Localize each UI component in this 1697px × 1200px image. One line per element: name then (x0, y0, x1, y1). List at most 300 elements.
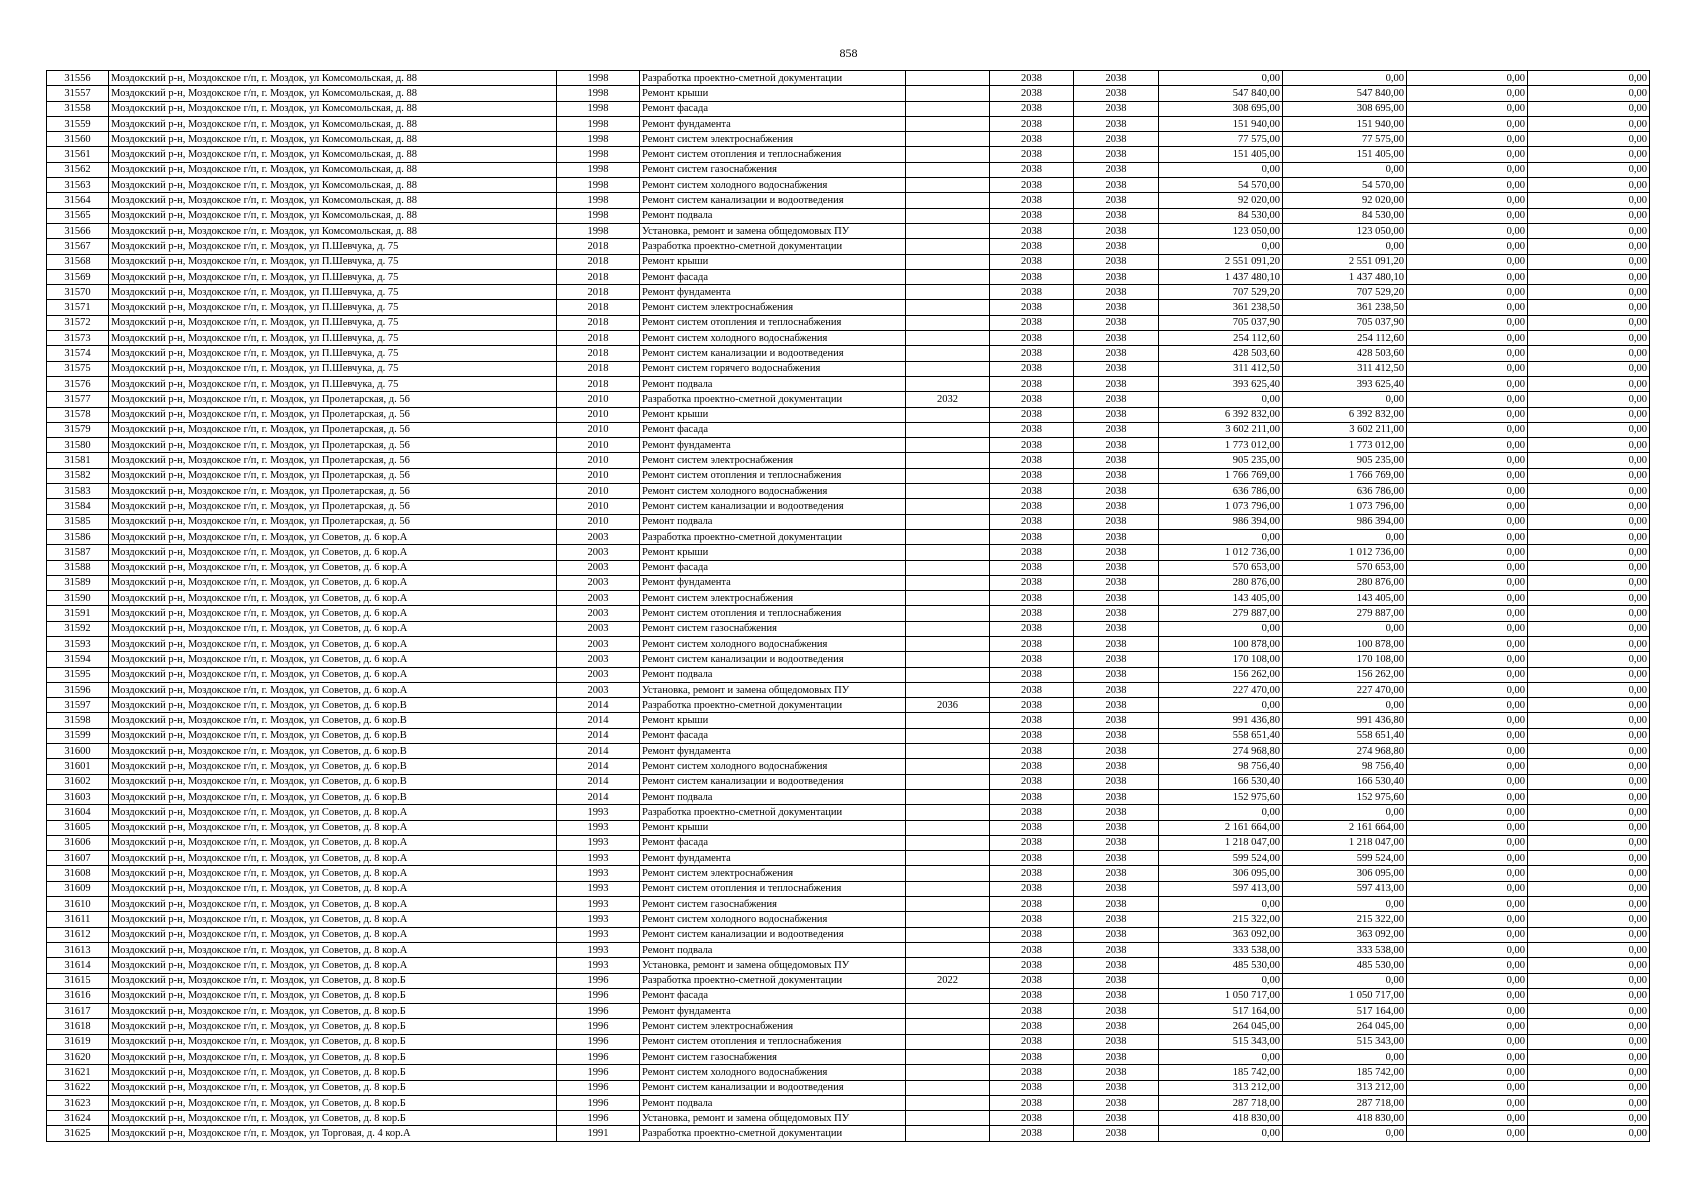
fund-cost-cell: 393 625,40 (1283, 376, 1407, 391)
table-row (47, 116, 1650, 131)
build-year-cell: 1996 (557, 988, 640, 1003)
address-cell: Моздокский р-н, Моздокское г/п, г. Моздок, ул Советов, д. 6 кор.А (109, 606, 557, 621)
start-year-cell: 2038 (990, 468, 1074, 483)
start-year-cell: 2038 (990, 116, 1074, 131)
total-cost-cell: 0,00 (1159, 805, 1283, 820)
build-year-cell: 2018 (557, 300, 640, 315)
subsidy-cell: 0,00 (1407, 575, 1528, 590)
end-year-cell: 2038 (1074, 484, 1159, 499)
address-cell: Моздокский р-н, Моздокское г/п, г. Моздок, ул Пролетарская, д. 56 (109, 514, 557, 529)
build-year-cell: 1998 (557, 178, 640, 193)
fund-cost-cell: 0,00 (1283, 897, 1407, 912)
start-year-cell: 2038 (990, 529, 1074, 544)
table-row (47, 1111, 1650, 1126)
total-cost-cell: 515 343,00 (1159, 1034, 1283, 1049)
table-row (47, 1050, 1650, 1065)
work-type-cell: Ремонт фундамента (640, 1004, 906, 1019)
address-cell: Моздокский р-н, Моздокское г/п, г. Моздок, ул Советов, д. 6 кор.А (109, 529, 557, 544)
table-row (47, 1126, 1650, 1141)
row-number-cell: 31611 (47, 912, 109, 927)
other-funds-cell: 0,00 (1528, 407, 1650, 422)
total-cost-cell: 570 653,00 (1159, 560, 1283, 575)
work-type-cell: Ремонт подвала (640, 942, 906, 957)
row-number-cell: 31588 (47, 560, 109, 575)
subsidy-cell: 0,00 (1407, 1034, 1528, 1049)
table-row (47, 897, 1650, 912)
total-cost-cell: 274 968,80 (1159, 744, 1283, 759)
address-cell: Моздокский р-н, Моздокское г/п, г. Моздок, ул Пролетарская, д. 56 (109, 407, 557, 422)
plan-year-cell (906, 866, 990, 881)
row-number-cell: 31606 (47, 835, 109, 850)
other-funds-cell: 0,00 (1528, 71, 1650, 86)
other-funds-cell: 0,00 (1528, 361, 1650, 376)
build-year-cell: 2018 (557, 254, 640, 269)
plan-year-cell (906, 422, 990, 437)
other-funds-cell: 0,00 (1528, 116, 1650, 131)
end-year-cell: 2038 (1074, 698, 1159, 713)
fund-cost-cell: 0,00 (1283, 392, 1407, 407)
table-row (47, 560, 1650, 575)
work-type-cell: Ремонт систем отопления и теплоснабжения (640, 881, 906, 896)
plan-year-cell (906, 652, 990, 667)
build-year-cell: 2014 (557, 698, 640, 713)
work-type-cell: Ремонт систем электроснабжения (640, 132, 906, 147)
fund-cost-cell: 100 878,00 (1283, 636, 1407, 651)
plan-year-cell (906, 514, 990, 529)
table-row (47, 789, 1650, 804)
build-year-cell: 2018 (557, 285, 640, 300)
end-year-cell: 2038 (1074, 285, 1159, 300)
row-number-cell: 31622 (47, 1080, 109, 1095)
plan-year-cell (906, 1019, 990, 1034)
table-row (47, 652, 1650, 667)
work-type-cell: Ремонт систем канализации и водоотведения (640, 346, 906, 361)
address-cell: Моздокский р-н, Моздокское г/п, г. Моздок, ул П.Шевчука, д. 75 (109, 300, 557, 315)
address-cell: Моздокский р-н, Моздокское г/п, г. Моздок, ул Советов, д. 6 кор.А (109, 667, 557, 682)
plan-year-cell (906, 254, 990, 269)
other-funds-cell: 0,00 (1528, 1126, 1650, 1141)
row-number-cell: 31566 (47, 223, 109, 238)
other-funds-cell: 0,00 (1528, 468, 1650, 483)
fund-cost-cell: 227 470,00 (1283, 682, 1407, 697)
plan-year-cell (906, 897, 990, 912)
total-cost-cell: 6 392 832,00 (1159, 407, 1283, 422)
build-year-cell: 2003 (557, 621, 640, 636)
plan-year-cell (906, 239, 990, 254)
work-type-cell: Ремонт систем электроснабжения (640, 1019, 906, 1034)
fund-cost-cell: 485 530,00 (1283, 958, 1407, 973)
other-funds-cell: 0,00 (1528, 254, 1650, 269)
fund-cost-cell: 170 108,00 (1283, 652, 1407, 667)
table-row (47, 453, 1650, 468)
other-funds-cell: 0,00 (1528, 529, 1650, 544)
start-year-cell: 2038 (990, 514, 1074, 529)
fund-cost-cell: 306 095,00 (1283, 866, 1407, 881)
table-row (47, 835, 1650, 850)
build-year-cell: 2010 (557, 438, 640, 453)
fund-cost-cell: 279 887,00 (1283, 606, 1407, 621)
plan-year-cell (906, 178, 990, 193)
plan-year-cell (906, 71, 990, 86)
address-cell: Моздокский р-н, Моздокское г/п, г. Моздок, ул Пролетарская, д. 56 (109, 468, 557, 483)
start-year-cell: 2038 (990, 621, 1074, 636)
plan-year-cell (906, 545, 990, 560)
total-cost-cell: 393 625,40 (1159, 376, 1283, 391)
other-funds-cell: 0,00 (1528, 789, 1650, 804)
subsidy-cell: 0,00 (1407, 499, 1528, 514)
other-funds-cell: 0,00 (1528, 147, 1650, 162)
total-cost-cell: 151 405,00 (1159, 147, 1283, 162)
row-number-cell: 31619 (47, 1034, 109, 1049)
table-row (47, 269, 1650, 284)
subsidy-cell: 0,00 (1407, 484, 1528, 499)
total-cost-cell: 156 262,00 (1159, 667, 1283, 682)
address-cell: Моздокский р-н, Моздокское г/п, г. Моздок, ул Советов, д. 8 кор.А (109, 927, 557, 942)
work-type-cell: Ремонт систем холодного водоснабжения (640, 178, 906, 193)
row-number-cell: 31605 (47, 820, 109, 835)
work-type-cell: Ремонт фасада (640, 560, 906, 575)
fund-cost-cell: 215 322,00 (1283, 912, 1407, 927)
fund-cost-cell: 991 436,80 (1283, 713, 1407, 728)
total-cost-cell: 0,00 (1159, 897, 1283, 912)
build-year-cell: 1996 (557, 1095, 640, 1110)
row-number-cell: 31574 (47, 346, 109, 361)
subsidy-cell: 0,00 (1407, 744, 1528, 759)
start-year-cell: 2038 (990, 560, 1074, 575)
work-type-cell: Ремонт крыши (640, 820, 906, 835)
work-type-cell: Установка, ремонт и замена общедомовых ПУ (640, 958, 906, 973)
plan-year-cell (906, 560, 990, 575)
row-number-cell: 31575 (47, 361, 109, 376)
plan-year-cell (906, 315, 990, 330)
start-year-cell: 2038 (990, 361, 1074, 376)
fund-cost-cell: 151 405,00 (1283, 147, 1407, 162)
build-year-cell: 2010 (557, 514, 640, 529)
start-year-cell: 2038 (990, 759, 1074, 774)
subsidy-cell: 0,00 (1407, 728, 1528, 743)
plan-year-cell (906, 208, 990, 223)
fund-cost-cell: 143 405,00 (1283, 591, 1407, 606)
row-number-cell: 31584 (47, 499, 109, 514)
work-type-cell: Ремонт систем электроснабжения (640, 591, 906, 606)
table-row (47, 759, 1650, 774)
build-year-cell: 1993 (557, 958, 640, 973)
table-row (47, 438, 1650, 453)
end-year-cell: 2038 (1074, 789, 1159, 804)
end-year-cell: 2038 (1074, 1126, 1159, 1141)
fund-cost-cell: 905 235,00 (1283, 453, 1407, 468)
end-year-cell: 2038 (1074, 835, 1159, 850)
address-cell: Моздокский р-н, Моздокское г/п, г. Моздок, ул Торговая, д. 4 кор.А (109, 1126, 557, 1141)
other-funds-cell: 0,00 (1528, 132, 1650, 147)
work-type-cell: Ремонт фундамента (640, 744, 906, 759)
build-year-cell: 1993 (557, 881, 640, 896)
fund-cost-cell: 156 262,00 (1283, 667, 1407, 682)
row-number-cell: 31613 (47, 942, 109, 957)
build-year-cell: 2003 (557, 575, 640, 590)
total-cost-cell: 361 238,50 (1159, 300, 1283, 315)
other-funds-cell: 0,00 (1528, 422, 1650, 437)
plan-year-cell (906, 759, 990, 774)
table-row (47, 667, 1650, 682)
work-type-cell: Разработка проектно-сметной документации (640, 239, 906, 254)
subsidy-cell: 0,00 (1407, 361, 1528, 376)
end-year-cell: 2038 (1074, 254, 1159, 269)
total-cost-cell: 1 218 047,00 (1159, 835, 1283, 850)
total-cost-cell: 0,00 (1159, 529, 1283, 544)
row-number-cell: 31594 (47, 652, 109, 667)
start-year-cell: 2038 (990, 575, 1074, 590)
row-number-cell: 31596 (47, 682, 109, 697)
table-row (47, 315, 1650, 330)
build-year-cell: 1996 (557, 973, 640, 988)
other-funds-cell: 0,00 (1528, 728, 1650, 743)
work-type-cell: Ремонт систем отопления и теплоснабжения (640, 468, 906, 483)
table-row (47, 545, 1650, 560)
work-type-cell: Ремонт систем холодного водоснабжения (640, 484, 906, 499)
table-row (47, 193, 1650, 208)
end-year-cell: 2038 (1074, 988, 1159, 1003)
start-year-cell: 2038 (990, 820, 1074, 835)
total-cost-cell: 152 975,60 (1159, 789, 1283, 804)
fund-cost-cell: 0,00 (1283, 1126, 1407, 1141)
start-year-cell: 2038 (990, 606, 1074, 621)
work-type-cell: Ремонт систем газоснабжения (640, 897, 906, 912)
subsidy-cell: 0,00 (1407, 453, 1528, 468)
end-year-cell: 2038 (1074, 1019, 1159, 1034)
start-year-cell: 2038 (990, 331, 1074, 346)
total-cost-cell: 597 413,00 (1159, 881, 1283, 896)
build-year-cell: 2018 (557, 315, 640, 330)
plan-year-cell (906, 927, 990, 942)
end-year-cell: 2038 (1074, 269, 1159, 284)
total-cost-cell: 0,00 (1159, 1126, 1283, 1141)
other-funds-cell: 0,00 (1528, 591, 1650, 606)
plan-year-cell (906, 346, 990, 361)
other-funds-cell: 0,00 (1528, 1065, 1650, 1080)
subsidy-cell: 0,00 (1407, 438, 1528, 453)
address-cell: Моздокский р-н, Моздокское г/п, г. Моздок, ул Советов, д. 6 кор.В (109, 744, 557, 759)
address-cell: Моздокский р-н, Моздокское г/п, г. Моздок, ул Советов, д. 6 кор.А (109, 591, 557, 606)
build-year-cell: 2003 (557, 606, 640, 621)
work-type-cell: Ремонт систем отопления и теплоснабжения (640, 147, 906, 162)
build-year-cell: 1993 (557, 805, 640, 820)
other-funds-cell: 0,00 (1528, 682, 1650, 697)
build-year-cell: 1998 (557, 147, 640, 162)
build-year-cell: 2010 (557, 407, 640, 422)
start-year-cell: 2038 (990, 86, 1074, 101)
build-year-cell: 1993 (557, 927, 640, 942)
total-cost-cell: 418 830,00 (1159, 1111, 1283, 1126)
table-row (47, 1080, 1650, 1095)
address-cell: Моздокский р-н, Моздокское г/п, г. Моздок, ул Пролетарская, д. 56 (109, 499, 557, 514)
total-cost-cell: 98 756,40 (1159, 759, 1283, 774)
row-number-cell: 31581 (47, 453, 109, 468)
build-year-cell: 1998 (557, 162, 640, 177)
end-year-cell: 2038 (1074, 973, 1159, 988)
other-funds-cell: 0,00 (1528, 881, 1650, 896)
row-number-cell: 31558 (47, 101, 109, 116)
subsidy-cell: 0,00 (1407, 652, 1528, 667)
address-cell: Моздокский р-н, Моздокское г/п, г. Моздок, ул Советов, д. 6 кор.А (109, 682, 557, 697)
table-row (47, 606, 1650, 621)
subsidy-cell: 0,00 (1407, 1126, 1528, 1141)
work-type-cell: Разработка проектно-сметной документации (640, 392, 906, 407)
work-type-cell: Ремонт систем электроснабжения (640, 300, 906, 315)
other-funds-cell: 0,00 (1528, 606, 1650, 621)
build-year-cell: 1998 (557, 208, 640, 223)
work-type-cell: Ремонт систем канализации и водоотведения (640, 774, 906, 789)
other-funds-cell: 0,00 (1528, 514, 1650, 529)
work-type-cell: Ремонт систем канализации и водоотведения (640, 927, 906, 942)
table-row (47, 254, 1650, 269)
address-cell: Моздокский р-н, Моздокское г/п, г. Моздок, ул Комсомольская, д. 88 (109, 208, 557, 223)
table-row (47, 682, 1650, 697)
work-type-cell: Ремонт фасада (640, 835, 906, 850)
address-cell: Моздокский р-н, Моздокское г/п, г. Моздок, ул Советов, д. 8 кор.А (109, 912, 557, 927)
build-year-cell: 1998 (557, 86, 640, 101)
fund-cost-cell: 274 968,80 (1283, 744, 1407, 759)
fund-cost-cell: 185 742,00 (1283, 1065, 1407, 1080)
subsidy-cell: 0,00 (1407, 162, 1528, 177)
end-year-cell: 2038 (1074, 1080, 1159, 1095)
end-year-cell: 2038 (1074, 376, 1159, 391)
plan-year-cell (906, 636, 990, 651)
plan-year-cell (906, 851, 990, 866)
end-year-cell: 2038 (1074, 499, 1159, 514)
fund-cost-cell: 6 392 832,00 (1283, 407, 1407, 422)
address-cell: Моздокский р-н, Моздокское г/п, г. Моздок, ул Пролетарская, д. 56 (109, 438, 557, 453)
fund-cost-cell: 418 830,00 (1283, 1111, 1407, 1126)
subsidy-cell: 0,00 (1407, 1019, 1528, 1034)
start-year-cell: 2038 (990, 545, 1074, 560)
other-funds-cell: 0,00 (1528, 178, 1650, 193)
fund-cost-cell: 92 020,00 (1283, 193, 1407, 208)
plan-year-cell (906, 407, 990, 422)
fund-cost-cell: 515 343,00 (1283, 1034, 1407, 1049)
build-year-cell: 2003 (557, 591, 640, 606)
fund-cost-cell: 428 503,60 (1283, 346, 1407, 361)
build-year-cell: 1998 (557, 71, 640, 86)
total-cost-cell: 1 050 717,00 (1159, 988, 1283, 1003)
total-cost-cell: 363 092,00 (1159, 927, 1283, 942)
address-cell: Моздокский р-н, Моздокское г/п, г. Моздок, ул П.Шевчука, д. 75 (109, 346, 557, 361)
start-year-cell: 2038 (990, 636, 1074, 651)
start-year-cell: 2038 (990, 101, 1074, 116)
fund-cost-cell: 1 012 736,00 (1283, 545, 1407, 560)
plan-year-cell (906, 682, 990, 697)
build-year-cell: 2010 (557, 422, 640, 437)
subsidy-cell: 0,00 (1407, 1080, 1528, 1095)
start-year-cell: 2038 (990, 1019, 1074, 1034)
subsidy-cell: 0,00 (1407, 208, 1528, 223)
row-number-cell: 31576 (47, 376, 109, 391)
row-number-cell: 31577 (47, 392, 109, 407)
capital-repair-table (46, 70, 1650, 1142)
plan-year-cell (906, 1065, 990, 1080)
address-cell: Моздокский р-н, Моздокское г/п, г. Моздок, ул Советов, д. 8 кор.Б (109, 1111, 557, 1126)
start-year-cell: 2038 (990, 147, 1074, 162)
build-year-cell: 2003 (557, 682, 640, 697)
subsidy-cell: 0,00 (1407, 912, 1528, 927)
subsidy-cell: 0,00 (1407, 285, 1528, 300)
start-year-cell: 2038 (990, 652, 1074, 667)
total-cost-cell: 170 108,00 (1159, 652, 1283, 667)
build-year-cell: 2010 (557, 468, 640, 483)
other-funds-cell: 0,00 (1528, 560, 1650, 575)
build-year-cell: 2014 (557, 789, 640, 804)
table-row (47, 575, 1650, 590)
work-type-cell: Ремонт систем отопления и теплоснабжения (640, 606, 906, 621)
subsidy-cell: 0,00 (1407, 606, 1528, 621)
work-type-cell: Ремонт фундамента (640, 575, 906, 590)
table-row (47, 973, 1650, 988)
start-year-cell: 2038 (990, 392, 1074, 407)
end-year-cell: 2038 (1074, 86, 1159, 101)
work-type-cell: Ремонт систем электроснабжения (640, 866, 906, 881)
start-year-cell: 2038 (990, 682, 1074, 697)
end-year-cell: 2038 (1074, 407, 1159, 422)
plan-year-cell (906, 988, 990, 1003)
build-year-cell: 2014 (557, 728, 640, 743)
end-year-cell: 2038 (1074, 331, 1159, 346)
fund-cost-cell: 54 570,00 (1283, 178, 1407, 193)
end-year-cell: 2038 (1074, 529, 1159, 544)
build-year-cell: 1996 (557, 1065, 640, 1080)
total-cost-cell: 0,00 (1159, 621, 1283, 636)
work-type-cell: Ремонт фундамента (640, 851, 906, 866)
table-row (47, 927, 1650, 942)
plan-year-cell (906, 1095, 990, 1110)
total-cost-cell: 308 695,00 (1159, 101, 1283, 116)
subsidy-cell: 0,00 (1407, 881, 1528, 896)
plan-year-cell (906, 912, 990, 927)
work-type-cell: Ремонт систем канализации и водоотведения (640, 193, 906, 208)
table-row (47, 422, 1650, 437)
subsidy-cell: 0,00 (1407, 407, 1528, 422)
fund-cost-cell: 1 437 480,10 (1283, 269, 1407, 284)
address-cell: Моздокский р-н, Моздокское г/п, г. Моздок, ул Советов, д. 6 кор.А (109, 560, 557, 575)
other-funds-cell: 0,00 (1528, 315, 1650, 330)
start-year-cell: 2038 (990, 698, 1074, 713)
row-number-cell: 31582 (47, 468, 109, 483)
address-cell: Моздокский р-н, Моздокское г/п, г. Моздок, ул Комсомольская, д. 88 (109, 193, 557, 208)
table-row (47, 1065, 1650, 1080)
subsidy-cell: 0,00 (1407, 621, 1528, 636)
other-funds-cell: 0,00 (1528, 453, 1650, 468)
plan-year-cell (906, 132, 990, 147)
plan-year-cell (906, 86, 990, 101)
plan-year-cell (906, 269, 990, 284)
plan-year-cell (906, 376, 990, 391)
fund-cost-cell: 570 653,00 (1283, 560, 1407, 575)
build-year-cell: 2014 (557, 774, 640, 789)
build-year-cell: 2003 (557, 652, 640, 667)
address-cell: Моздокский р-н, Моздокское г/п, г. Моздок, ул Советов, д. 6 кор.В (109, 713, 557, 728)
row-number-cell: 31570 (47, 285, 109, 300)
start-year-cell: 2038 (990, 376, 1074, 391)
fund-cost-cell: 98 756,40 (1283, 759, 1407, 774)
end-year-cell: 2038 (1074, 744, 1159, 759)
other-funds-cell: 0,00 (1528, 438, 1650, 453)
total-cost-cell: 254 112,60 (1159, 331, 1283, 346)
fund-cost-cell: 84 530,00 (1283, 208, 1407, 223)
start-year-cell: 2038 (990, 958, 1074, 973)
row-number-cell: 31569 (47, 269, 109, 284)
end-year-cell: 2038 (1074, 223, 1159, 238)
table-row (47, 407, 1650, 422)
address-cell: Моздокский р-н, Моздокское г/п, г. Моздок, ул Советов, д. 8 кор.А (109, 942, 557, 957)
